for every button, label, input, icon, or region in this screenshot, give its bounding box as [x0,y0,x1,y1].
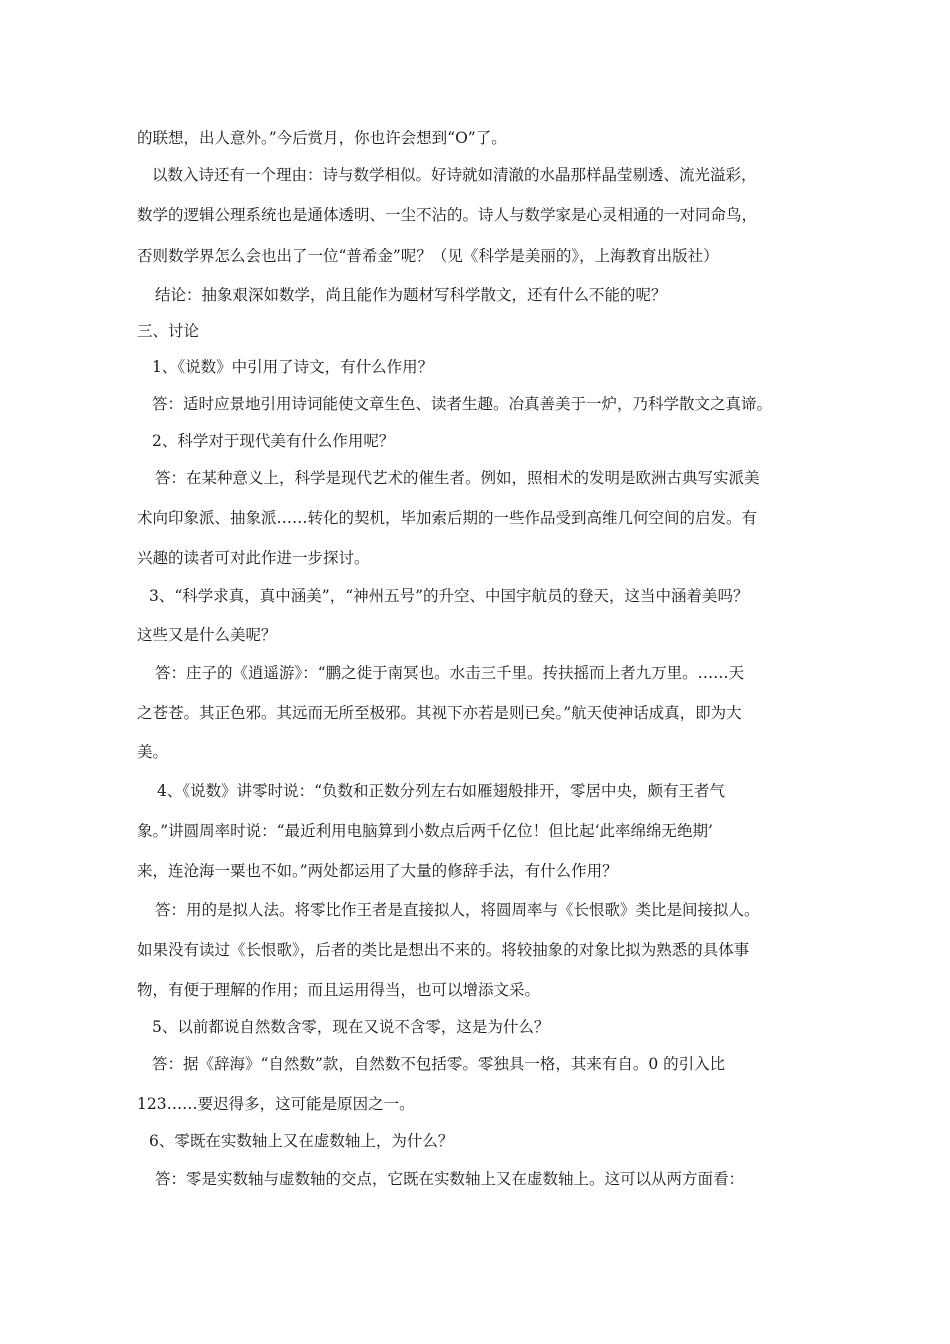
question-4-line: 象。”讲圆周率时说：“最近利用电脑算到小数点后两千亿位！但比起‘此率绵绵无绝期’ [137,822,713,840]
question-6: 6、零既在实数轴上又在虚数轴上，为什么？ [149,1132,454,1150]
answer-2-line: 答：在某种意义上，科学是现代艺术的催生者。例如，照相术的发明是欧洲古典写实派美 [155,469,760,487]
answer-5-line: 答：据《辞海》“自然数”款，自然数不包括零。零独具一格，其来有自。0 的引入比 [152,1055,726,1073]
answer-1: 答：适时应景地引用诗词能使文章生色、读者生趣。冶真善美于一炉，乃科学散文之真谛。 [152,395,773,413]
answer-5-line: 123……要迟得多，这可能是原因之一。 [137,1095,415,1113]
answer-3-line: 之苍苍。其正色邪。其远而无所至极邪。其视下亦若是则已矣。”航天使神话成真，即为大 [137,704,742,722]
answer-4-line: 物，有便于理解的作用；而且运用得当，也可以增添文采。 [137,981,541,999]
question-3-line: 3、“科学求真，真中涵美”，“神州五号”的升空、中国宇航员的登天，这当中涵着美吗？ [149,587,749,605]
answer-2-line: 兴趣的读者可对此作进一步探讨。 [137,549,370,567]
paragraph-line: 以数入诗还有一个理由：诗与数学相似。好诗就如清澈的水晶那样晶莹剔透、流光溢彩， [152,166,757,184]
paragraph-line: 否则数学界怎么会也出了一位“普希金”呢？（见《科学是美丽的》，上海教育出版社） [137,247,719,265]
question-4-line: 来，连沧海一粟也不如。”两处都运用了大量的修辞手法，有什么作用？ [137,862,618,880]
answer-4-line: 答：用的是拟人法。将零比作王者是直接拟人，将圆周率与《长恨歌》类比是间接拟人。 [155,901,760,919]
question-1: 1、《说数》中引用了诗文，有什么作用？ [152,358,434,376]
answer-2-line: 术向印象派、抽象派……转化的契机，毕加索后期的一些作品受到高维几何空间的启发。有 [137,509,758,527]
answer-4-line: 如果没有读过《长恨歌》，后者的类比是想出不来的。将较抽象的对象比拟为熟悉的具体事 [137,941,750,959]
paragraph-line: 的联想，出人意外。”今后赏月，你也许会想到“O”了。 [137,129,507,147]
question-5: 5、以前都说自然数含零，现在又说不含零，这是为什么？ [152,1018,550,1036]
paragraph-line: 数学的逻辑公理系统也是通体透明、一尘不沾的。诗人与数学家是心灵相通的一对同命鸟， [137,206,758,224]
section-heading: 三、讨论 [137,322,200,340]
answer-6-line: 答：零是实数轴与虚数轴的交点，它既在实数轴上又在虚数轴上。这可以从两方面看： [155,1170,745,1188]
answer-3-line: 答：庄子的《逍遥游》：“鹏之徙于南冥也。水击三千里。抟扶摇而上者九万里。……天 [155,664,745,682]
answer-3-line: 美。 [137,743,169,761]
conclusion-line: 结论：抽象艰深如数学，尚且能作为题材写科学散文，还有什么不能的呢？ [155,286,667,304]
question-2: 2、科学对于现代美有什么作用呢？ [152,432,395,450]
question-4-line: 4、《说数》讲零时说：“负数和正数分列左右如雁翅般排开，零居中央，颇有王者气 [157,782,726,800]
question-3-line: 这些又是什么美呢？ [137,626,277,644]
